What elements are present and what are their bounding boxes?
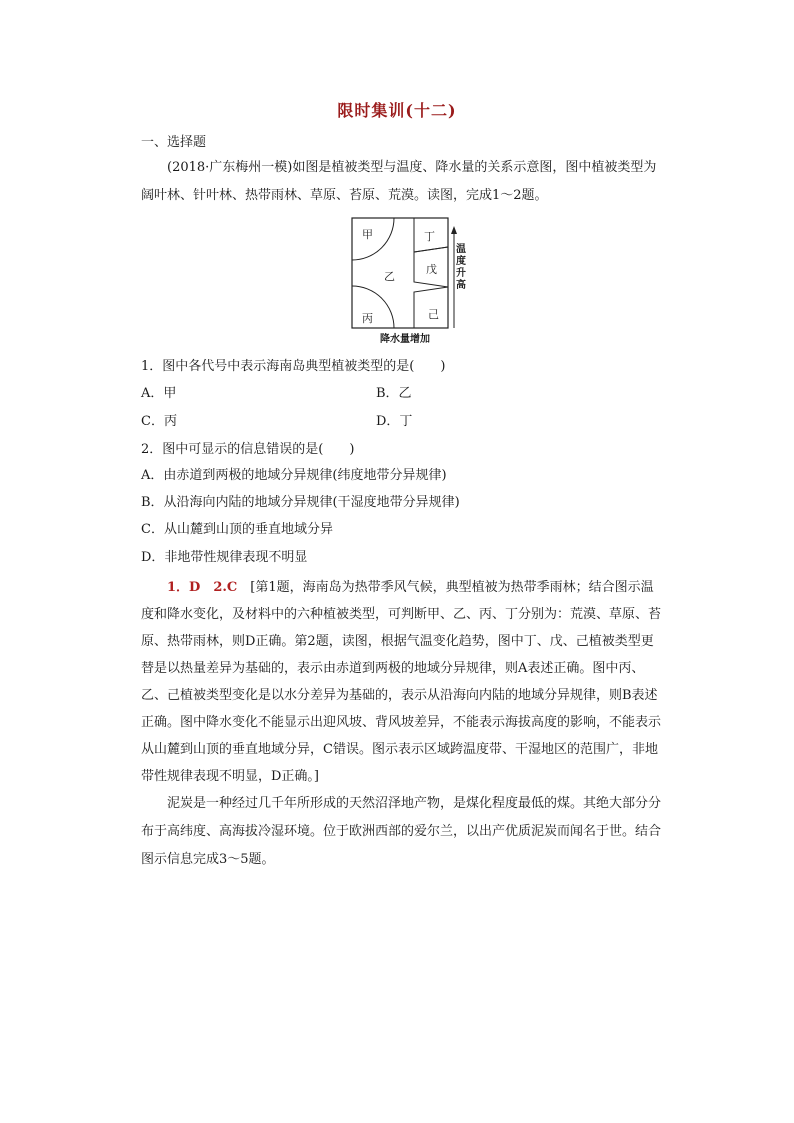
q1-option-b: B．乙 bbox=[376, 386, 412, 401]
q1-stem: 1．图中各代号中表示海南岛典型植被类型的是( ) bbox=[141, 359, 446, 374]
label-bing: 丙 bbox=[362, 312, 373, 325]
answer-key: 1．D 2.C bbox=[167, 580, 238, 595]
q1-option-d: D．丁 bbox=[376, 414, 413, 429]
q1-option-c: C．丙 bbox=[141, 414, 177, 429]
q2-option-b: B．从沿海向内陆的地域分异规律(干湿度地带分异规律) bbox=[141, 495, 460, 510]
rain-axis-label: 降水量增加 bbox=[380, 334, 430, 345]
question-intro: (2018·广东梅州一模)如图是植被类型与温度、降水量的关系示意图，图中植被类型为阔叶林、针叶林、热带雨林、草原、苔原、荒漠。读图，完成1～2题。 bbox=[141, 160, 657, 203]
label-jia: 甲 bbox=[362, 228, 373, 241]
label-ji: 己 bbox=[428, 308, 439, 321]
q1-option-a: A．甲 bbox=[141, 386, 177, 401]
answer-explanation: [第1题，海南岛为热带季风气候，典型植被为热带季雨林；结合图示温度和降水变化，及材料中的六种植被类型，可判断甲、乙、丙、丁分别为：荒漠、草原、苔原、热带雨林，则D正确。第2题，读图，根据气温变化趋势，图中丁、戊、己植被类型更替是以热量差异为基础的，表示由赤道到两极的地域分异规律，则A表述正确。图中丙、乙、己植被类型变化是以水分差异为基础的，表示从沿海向内陆的地域分异规律，则B表述正确。图中降水变化不能显示出迎风坡、背风坡差异，不能表示海拔高度的影响，不能表示从山麓到山顶的垂直地域分异，C错误。图示表示区域跨温度带、干湿地区的范围广，非地带性规律表现不明显，D正确。] bbox=[141, 580, 662, 784]
section-heading: 一、选择题 bbox=[141, 135, 207, 150]
label-wu: 戊 bbox=[426, 263, 437, 276]
label-yi: 乙 bbox=[384, 270, 395, 283]
passage: 泥炭是一种经过几千年所形成的天然沼泽地产物，是煤化程度最低的煤。其绝大部分分布于高纬度、高海拔冷湿环境。位于欧洲西部的爱尔兰，以出产优质泥炭而闻名于世。结合图示信息完成3～5题。 bbox=[141, 796, 662, 867]
temp-axis-label: 温度升高 bbox=[456, 244, 466, 291]
q2-option-d: D．非地带性规律表现不明显 bbox=[141, 550, 308, 565]
vegetation-diagram bbox=[340, 212, 466, 350]
q2-stem: 2．图中可显示的信息错误的是( ) bbox=[141, 442, 355, 457]
quarter-arc-top bbox=[352, 218, 394, 260]
page-title: 限时集训(十二) bbox=[337, 101, 457, 120]
quarter-arc-bottom bbox=[352, 286, 394, 328]
q2-option-c: C．从山麓到山顶的垂直地域分异 bbox=[141, 522, 333, 537]
temp-axis-arrow bbox=[451, 226, 457, 234]
answer-block bbox=[141, 574, 661, 790]
label-ding: 丁 bbox=[424, 230, 435, 243]
q2-option-a: A．由赤道到两极的地域分异规律(纬度地带分异规律) bbox=[141, 468, 447, 483]
